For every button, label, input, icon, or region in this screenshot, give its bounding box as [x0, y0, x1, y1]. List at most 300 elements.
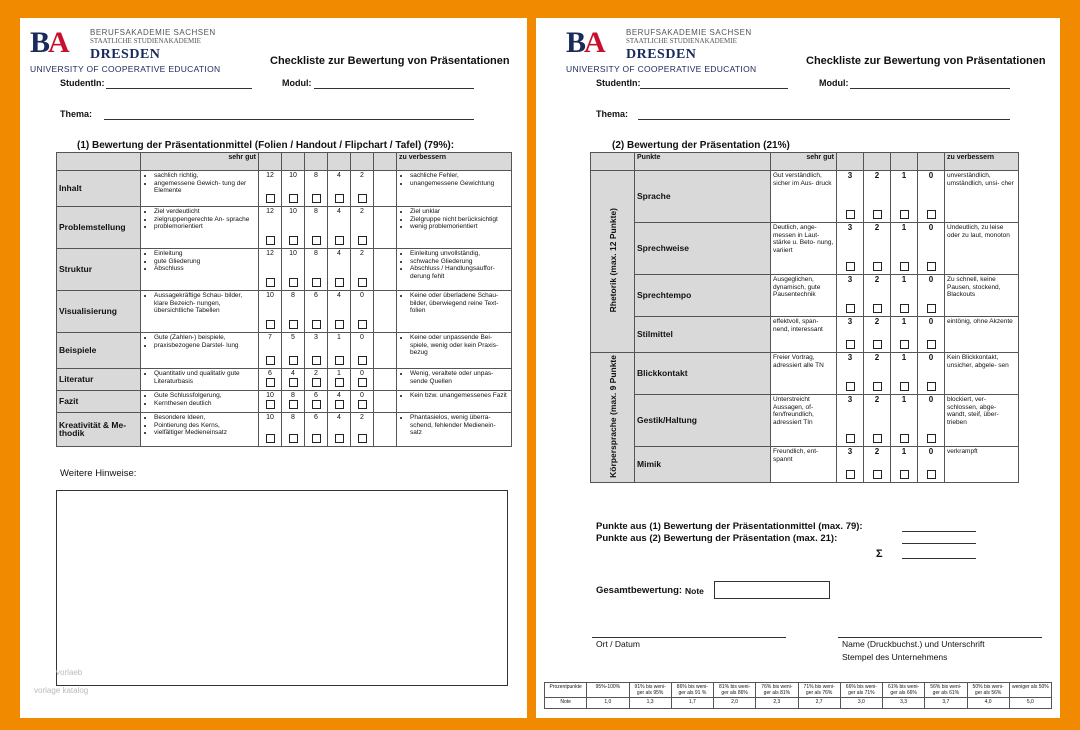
header-points: Punkte — [635, 153, 771, 171]
score-checkbox[interactable] — [312, 194, 321, 203]
table-row — [57, 291, 512, 333]
score-cell — [351, 291, 374, 333]
score-checkbox[interactable] — [873, 434, 882, 443]
score-checkbox[interactable] — [312, 378, 321, 387]
score-value: 12 — [266, 172, 274, 179]
score-value: 2 — [874, 353, 880, 362]
student-label-right: StudentIn: — [596, 78, 641, 88]
score-cell — [351, 249, 374, 291]
score-cell — [864, 171, 891, 223]
score-checkbox[interactable] — [335, 236, 344, 245]
score-value: 2 — [360, 208, 364, 215]
score-cell — [864, 395, 891, 447]
category-label: Inhalt — [57, 171, 141, 207]
criterion-item: • unangemessene Gewichtung — [410, 180, 509, 188]
score-checkbox[interactable] — [927, 340, 936, 349]
grade-cell: Prozentpunkte — [545, 683, 587, 698]
score-value: 3 — [847, 171, 853, 180]
score-checkbox[interactable] — [335, 400, 344, 409]
score-value: 8 — [291, 392, 295, 399]
modul-field-right[interactable] — [850, 88, 1010, 89]
score-cell — [351, 413, 374, 447]
score-cell — [259, 249, 282, 291]
score-checkbox[interactable] — [358, 320, 367, 329]
table-row — [57, 369, 512, 391]
score-checkbox[interactable] — [312, 400, 321, 409]
score-checkbox[interactable] — [266, 278, 275, 287]
category-label: Fazit — [57, 391, 141, 413]
score-value: 3 — [847, 317, 853, 326]
table-row — [57, 391, 512, 413]
grade-cell: 50% bis weni- ger als 56% — [967, 683, 1009, 698]
score-checkbox[interactable] — [873, 210, 882, 219]
score-value: 4 — [337, 392, 341, 399]
score-cell — [328, 391, 351, 413]
stempel-label: Stempel des Unternehmens — [842, 652, 948, 662]
score-cell — [305, 171, 328, 207]
watermark-1: vorlaeb — [56, 668, 83, 677]
score-cell — [891, 223, 918, 275]
bad-criteria: unverständlich, umständlich, unsi- cher — [945, 171, 1019, 223]
score-cell — [864, 223, 891, 275]
score-value: 4 — [291, 370, 295, 377]
score-checkbox[interactable] — [900, 304, 909, 313]
score-cell — [837, 395, 864, 447]
score-checkbox[interactable] — [358, 278, 367, 287]
score-value: 4 — [337, 172, 341, 179]
score-checkbox[interactable] — [900, 340, 909, 349]
grade-cell: 56% bis weni- ger als 61% — [925, 683, 967, 698]
category-label: Beispiele — [57, 333, 141, 369]
grade-cell: 5,0 — [1009, 698, 1051, 709]
bad-criteria — [397, 391, 512, 413]
score-checkbox[interactable] — [289, 278, 298, 287]
good-criteria: Gut verständlich, sicher im Aus- druck — [771, 171, 837, 223]
right-page — [536, 18, 1060, 718]
table-row — [57, 249, 512, 291]
score-checkbox[interactable] — [927, 262, 936, 271]
section-2-title: (2) Bewertung der Präsentation (21%) — [612, 140, 790, 151]
grade-cell: 1,7 — [671, 698, 713, 709]
grade-cell: 66% bis weni- ger als 71% — [840, 683, 882, 698]
score-checkbox[interactable] — [900, 382, 909, 391]
score-value: 1 — [901, 447, 907, 456]
score-checkbox[interactable] — [900, 262, 909, 271]
good-criteria — [141, 171, 259, 207]
score-checkbox[interactable] — [873, 382, 882, 391]
score-value: 2 — [314, 370, 318, 377]
score-cell — [918, 171, 945, 223]
score-cell — [891, 171, 918, 223]
section-1-title: (1) Bewertung der Präsentationmittel (Folien / Handout / Flipchart / Tafel) (79%): — [77, 140, 455, 151]
score-checkbox[interactable] — [358, 434, 367, 443]
sum-2-field[interactable] — [902, 543, 976, 544]
score-value: 1 — [901, 353, 907, 362]
score-checkbox[interactable] — [846, 382, 855, 391]
group-label — [591, 353, 635, 483]
group-label-text: Körpersprache (max. 9 Punkte — [607, 355, 618, 478]
score-value: 1 — [901, 275, 907, 284]
grade-cell: 1,0 — [587, 698, 629, 709]
logo-line-3: DRESDEN — [90, 47, 161, 62]
category-label: Stilmittel — [635, 317, 771, 353]
table-row — [57, 333, 512, 369]
document-title-right: Checkliste zur Bewertung von Präsentationen — [806, 55, 1046, 67]
sigma-symbol: Σ — [876, 548, 883, 560]
category-label: Struktur — [57, 249, 141, 291]
score-cell — [864, 317, 891, 353]
grade-cell: 81% bis weni- ger als 86% — [714, 683, 756, 698]
empty-score-cell — [374, 207, 397, 249]
score-value: 2 — [874, 171, 880, 180]
score-checkbox[interactable] — [335, 378, 344, 387]
score-cell — [282, 207, 305, 249]
category-label: Sprache — [635, 171, 771, 223]
score-cell — [864, 353, 891, 395]
empty-score-cell — [374, 171, 397, 207]
table-row — [591, 317, 1019, 353]
ba-logo-mark: BA — [30, 26, 68, 59]
score-value: 6 — [268, 370, 272, 377]
score-checkbox[interactable] — [266, 236, 275, 245]
criterion-item: • Quantitativ und qualitativ gute Literaturbasis — [154, 370, 256, 385]
score-checkbox[interactable] — [289, 194, 298, 203]
score-checkbox[interactable] — [266, 378, 275, 387]
header-good: sehr gut — [141, 153, 259, 171]
note-field[interactable] — [714, 581, 830, 599]
sum-1-field[interactable] — [902, 531, 976, 532]
grade-cell: 3,0 — [840, 698, 882, 709]
score-cell — [328, 413, 351, 447]
score-checkbox[interactable] — [266, 194, 275, 203]
criterion-item: • sachlich richtig, — [154, 172, 256, 180]
logo-line-1: BERUFSAKADEMIE SACHSEN — [90, 28, 216, 37]
score-value: 4 — [337, 208, 341, 215]
score-value: 10 — [266, 292, 274, 299]
category-label: Mimik — [635, 447, 771, 483]
score-value: 4 — [337, 414, 341, 421]
score-checkbox[interactable] — [358, 356, 367, 365]
score-checkbox[interactable] — [335, 320, 344, 329]
bad-criteria — [397, 333, 512, 369]
table-row — [57, 171, 512, 207]
grade-cell: 4,0 — [967, 698, 1009, 709]
score-checkbox[interactable] — [289, 320, 298, 329]
score-cell — [259, 369, 282, 391]
logo-line-3-right: DRESDEN — [626, 47, 697, 62]
criterion-item: • Zielgruppe nicht berücksichtigt — [410, 216, 509, 224]
category-label: Sprechweise — [635, 223, 771, 275]
score-checkbox[interactable] — [873, 470, 882, 479]
score-value: 0 — [360, 334, 364, 341]
score-cell — [351, 391, 374, 413]
score-cell — [918, 353, 945, 395]
score-cell — [328, 249, 351, 291]
score-checkbox[interactable] — [846, 304, 855, 313]
student-field[interactable] — [106, 88, 252, 89]
score-value: 6 — [314, 292, 318, 299]
score-cell — [837, 171, 864, 223]
bad-criteria — [397, 249, 512, 291]
criterion-item: • Gute (Zahlen-) beispiele, — [154, 334, 256, 342]
score-value: 10 — [289, 172, 297, 179]
category-label: Problemstellung — [57, 207, 141, 249]
score-cell — [305, 207, 328, 249]
criterion-item: • problemorientiert — [154, 223, 256, 231]
grade-row — [545, 683, 1052, 698]
logo-line-4: UNIVERSITY OF COOPERATIVE EDUCATION — [30, 64, 221, 74]
score-checkbox[interactable] — [358, 236, 367, 245]
score-checkbox[interactable] — [289, 400, 298, 409]
table-row — [591, 223, 1019, 275]
score-checkbox[interactable] — [846, 210, 855, 219]
score-value: 1 — [901, 317, 907, 326]
thema-field-right[interactable] — [638, 119, 1010, 120]
criterion-item: • Abschluss / Handlungsauffor- derung fehlt — [410, 265, 509, 280]
good-criteria — [141, 369, 259, 391]
score-cell — [305, 413, 328, 447]
score-cell — [837, 317, 864, 353]
score-value: 7 — [268, 334, 272, 341]
left-page — [20, 18, 527, 718]
score-cell — [351, 171, 374, 207]
ort-line — [592, 637, 786, 638]
score-cell — [864, 447, 891, 483]
score-value: 0 — [928, 447, 934, 456]
score-checkbox[interactable] — [266, 356, 275, 365]
score-checkbox[interactable] — [266, 400, 275, 409]
table-row — [591, 275, 1019, 317]
score-checkbox[interactable] — [927, 210, 936, 219]
score-cell — [328, 207, 351, 249]
score-checkbox[interactable] — [900, 434, 909, 443]
category-label: Visualisierung — [57, 291, 141, 333]
score-cell — [305, 333, 328, 369]
score-value: 2 — [360, 414, 364, 421]
category-label: Literatur — [57, 369, 141, 391]
criterion-item: • zielgruppengerechte An- sprache — [154, 216, 256, 224]
score-value: 8 — [291, 292, 295, 299]
table-row — [57, 413, 512, 447]
score-cell — [918, 275, 945, 317]
grade-cell: weniger als 50% — [1009, 683, 1051, 698]
score-value: 0 — [360, 292, 364, 299]
score-value: 12 — [266, 208, 274, 215]
grade-cell: 3,3 — [883, 698, 925, 709]
score-checkbox[interactable] — [873, 304, 882, 313]
score-checkbox[interactable] — [900, 210, 909, 219]
bad-criteria — [397, 291, 512, 333]
criterion-item: • Ziel verdeutlicht — [154, 208, 256, 216]
score-checkbox[interactable] — [927, 470, 936, 479]
score-cell — [918, 447, 945, 483]
grade-scale-table — [544, 682, 1052, 709]
gesamt-label: Gesamtbewertung: — [596, 585, 683, 596]
hinweise-box[interactable] — [56, 490, 508, 686]
score-cell — [328, 171, 351, 207]
score-checkbox[interactable] — [289, 434, 298, 443]
score-value: 1 — [901, 395, 907, 404]
grade-cell: 3,7 — [925, 698, 967, 709]
score-cell — [282, 333, 305, 369]
empty-score-cell — [374, 333, 397, 369]
score-cell — [891, 353, 918, 395]
score-cell — [282, 413, 305, 447]
criterion-item: • Besondere Ideen, — [154, 414, 256, 422]
score-cell — [918, 395, 945, 447]
score-checkbox[interactable] — [900, 470, 909, 479]
table-row — [591, 395, 1019, 447]
grade-cell: 2,3 — [756, 698, 798, 709]
score-value: 1 — [901, 223, 907, 232]
score-value: 6 — [314, 414, 318, 421]
grade-cell: 61% bis weni- ger als 66% — [883, 683, 925, 698]
criterion-item: • Gute Schlussfolgerung, — [154, 392, 256, 400]
score-cell — [259, 171, 282, 207]
score-checkbox[interactable] — [927, 434, 936, 443]
name-line — [838, 637, 1042, 638]
empty-score-cell — [374, 413, 397, 447]
score-value: 1 — [337, 334, 341, 341]
thema-field[interactable] — [104, 119, 474, 120]
score-cell — [282, 291, 305, 333]
criterion-item: • Aussagekräftige Schau- bilder, klare Bezeich- nungen, übersichtliche Tabellen — [154, 292, 256, 315]
score-value: 3 — [847, 353, 853, 362]
grade-cell: 95%-100% — [587, 683, 629, 698]
score-value: 0 — [928, 275, 934, 284]
score-checkbox[interactable] — [312, 278, 321, 287]
score-checkbox[interactable] — [358, 194, 367, 203]
score-value: 8 — [314, 172, 318, 179]
student-label: StudentIn: — [60, 78, 105, 88]
score-checkbox[interactable] — [927, 382, 936, 391]
empty-score-cell — [374, 249, 397, 291]
score-value: 3 — [847, 447, 853, 456]
score-cell — [305, 369, 328, 391]
score-checkbox[interactable] — [289, 236, 298, 245]
score-checkbox[interactable] — [312, 320, 321, 329]
empty-score-cell — [374, 391, 397, 413]
score-value: 0 — [928, 395, 934, 404]
score-value: 8 — [314, 208, 318, 215]
score-checkbox[interactable] — [873, 340, 882, 349]
logo-line-1-right: BERUFSAKADEMIE SACHSEN — [626, 28, 752, 37]
sum-line-2: Punkte aus (2) Bewertung der Präsentation (max. 21): — [596, 533, 838, 544]
good-criteria: Freier Vortrag, adressiert alle TN — [771, 353, 837, 395]
score-checkbox[interactable] — [335, 434, 344, 443]
grade-cell: 2,0 — [714, 698, 756, 709]
score-checkbox[interactable] — [927, 304, 936, 313]
score-checkbox[interactable] — [846, 262, 855, 271]
score-value: 4 — [337, 250, 341, 257]
score-value: 0 — [928, 353, 934, 362]
category-label: Kreativität & Me- thodik — [57, 413, 141, 447]
score-value: 2 — [874, 317, 880, 326]
table-row — [591, 447, 1019, 483]
score-checkbox[interactable] — [312, 236, 321, 245]
score-checkbox[interactable] — [289, 356, 298, 365]
score-value: 2 — [874, 275, 880, 284]
score-value: 3 — [847, 275, 853, 284]
score-value: 8 — [291, 414, 295, 421]
score-checkbox[interactable] — [846, 470, 855, 479]
score-value: 8 — [314, 250, 318, 257]
score-cell — [259, 291, 282, 333]
score-cell — [864, 275, 891, 317]
criterion-item: • Wenig, veraltete oder unpas- sende Quellen — [410, 370, 509, 385]
score-cell — [351, 333, 374, 369]
sigma-field[interactable] — [902, 558, 976, 559]
name-label: Name (Druckbuchst.) und Unterschrift — [842, 639, 985, 649]
logo-line-2-right: STAATLICHE STUDIENAKADEMIE — [626, 37, 737, 45]
bad-criteria — [397, 369, 512, 391]
grade-cell: 1,3 — [629, 698, 671, 709]
score-cell — [259, 333, 282, 369]
score-cell — [351, 369, 374, 391]
criterion-item: • gute Gliederung — [154, 258, 256, 266]
table-row — [591, 171, 1019, 223]
criterion-item: • Phantasielos, wenig überra- schend, fehlender Medienein- satz — [410, 414, 509, 437]
ort-label: Ort / Datum — [596, 639, 640, 649]
good-criteria: Deutlich, ange- messen in Laut- stärke u. Beto- nung, variiert — [771, 223, 837, 275]
score-value: 0 — [360, 392, 364, 399]
empty-score-cell — [374, 291, 397, 333]
score-value: 10 — [266, 414, 274, 421]
score-cell — [282, 171, 305, 207]
score-checkbox[interactable] — [846, 340, 855, 349]
student-field-right[interactable] — [640, 88, 788, 89]
score-checkbox[interactable] — [846, 434, 855, 443]
score-checkbox[interactable] — [358, 378, 367, 387]
score-value: 3 — [314, 334, 318, 341]
score-checkbox[interactable] — [312, 434, 321, 443]
grade-cell: 71% bis weni- ger als 76% — [798, 683, 840, 698]
score-checkbox[interactable] — [335, 278, 344, 287]
score-cell — [891, 395, 918, 447]
good-criteria: Freundlich, ent- spannt — [771, 447, 837, 483]
score-value: 10 — [289, 208, 297, 215]
score-checkbox[interactable] — [289, 378, 298, 387]
score-checkbox[interactable] — [335, 194, 344, 203]
score-value: 2 — [874, 447, 880, 456]
score-checkbox[interactable] — [335, 356, 344, 365]
logo-line-4-right: UNIVERSITY OF COOPERATIVE EDUCATION — [566, 64, 757, 74]
good-criteria: effektvoll, span- nend, interessant — [771, 317, 837, 353]
bad-criteria — [397, 171, 512, 207]
table-row — [57, 207, 512, 249]
bad-criteria: Zu schnell, keine Pausen, stockend, Blackouts — [945, 275, 1019, 317]
criterion-item: • praxisbezogene Darstel- lung — [154, 342, 256, 350]
score-checkbox[interactable] — [358, 400, 367, 409]
score-value: 10 — [266, 392, 274, 399]
criterion-item: • Einleitung — [154, 250, 256, 258]
score-value: 3 — [847, 395, 853, 404]
score-checkbox[interactable] — [266, 434, 275, 443]
modul-field[interactable] — [314, 88, 474, 89]
score-cell — [259, 413, 282, 447]
score-cell — [891, 447, 918, 483]
category-label: Sprechtempo — [635, 275, 771, 317]
presentation-table — [590, 152, 1019, 483]
score-checkbox[interactable] — [266, 320, 275, 329]
score-cell — [328, 369, 351, 391]
score-checkbox[interactable] — [873, 262, 882, 271]
modul-label: Modul: — [282, 78, 312, 88]
score-checkbox[interactable] — [312, 356, 321, 365]
note-label: Note — [685, 586, 704, 596]
criterion-item: • sachliche Fehler, — [410, 172, 509, 180]
score-value: 10 — [289, 250, 297, 257]
